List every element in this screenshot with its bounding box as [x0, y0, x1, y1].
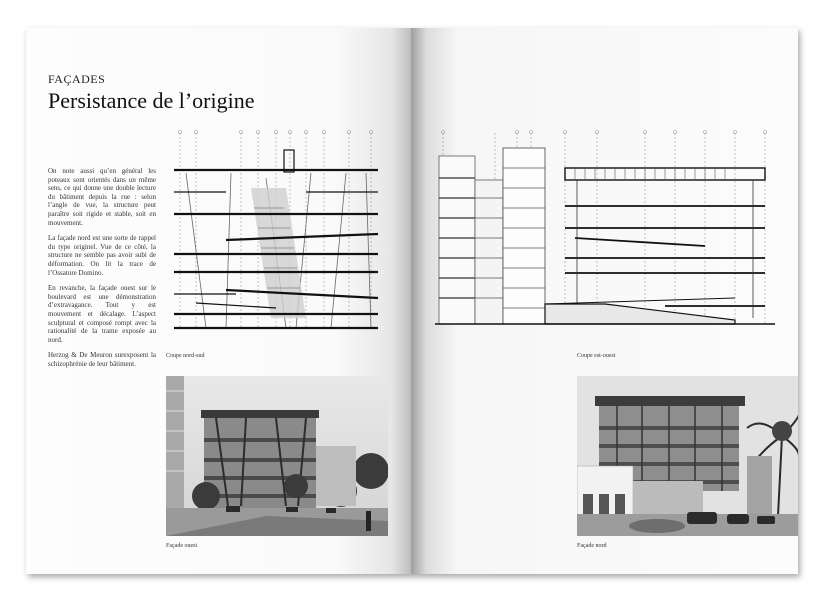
section-drawing-nord-sud — [166, 128, 388, 333]
photo-facade-ouest — [166, 376, 388, 536]
right-page — [411, 28, 798, 574]
left-page — [26, 28, 411, 574]
caption-coupe-est-ouest: Coupe est-ouest — [577, 353, 616, 359]
caption-coupe-nord-sud: Coupe nord-sud — [166, 353, 205, 359]
caption-facade-ouest: Façade ouest — [166, 543, 198, 549]
section-drawing-est-ouest — [435, 128, 775, 328]
paragraph: On note aussi qu’en général les poteaux sont orientés dans un même sens, ce qui donne une double lecture du bâtiment depuis la rue : selon l’angle de vue, la structure peut paraître soit rigide et stable, soit en mouvement. — [48, 167, 156, 227]
section-label: FAÇADES — [48, 72, 106, 86]
book-spread — [26, 28, 798, 574]
paragraph: En revanche, la façade ouest sur le boulevard est une démonstration d’extravagance. Tout y est mouvement et décalage. L’aspect sculptural et composé rompt avec la rationalité de la trame exposée au nord. — [48, 284, 156, 344]
body-text — [48, 167, 156, 375]
photo-facade-nord — [577, 376, 798, 536]
caption-facade-nord: Façade nord — [577, 543, 607, 549]
paragraph: La façade nord est une sorte de rappel du type originel. Vue de ce côté, la structure ne semble pas avoir subi de déformation. On lit la trace de l’Ossature Domino. — [48, 234, 156, 277]
page-title: Persistance de l’origine — [48, 88, 255, 113]
paragraph: Herzog & De Meuron surexposent la schizophrénie de leur bâtiment. — [48, 351, 156, 368]
